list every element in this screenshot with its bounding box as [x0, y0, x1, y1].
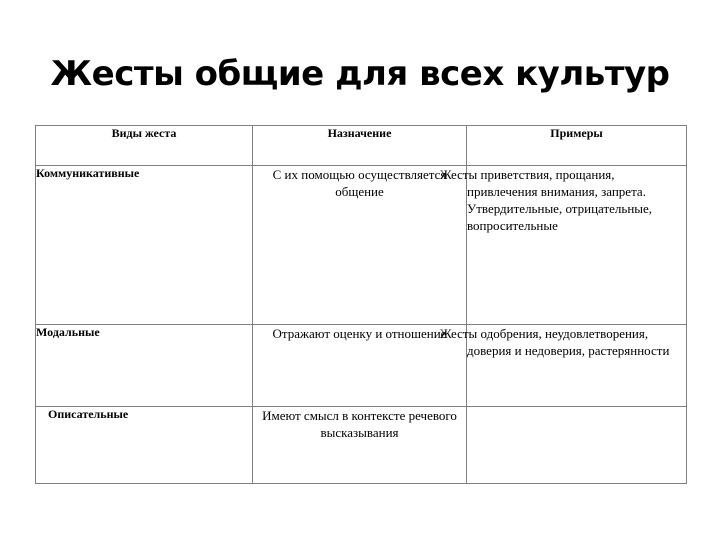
table-header-row	[36, 126, 687, 166]
examples-cell: Жесты приветствия, прощания, привлечения внимания, запрета. Утвердительные, отрицательные, вопросительные	[467, 166, 687, 325]
examples-cell	[467, 407, 687, 484]
table-row	[36, 407, 687, 484]
slide-title: Жесты общие для всех культур	[50, 54, 670, 94]
header-purpose: Назначение	[253, 126, 467, 166]
header-examples: Примеры	[467, 126, 687, 166]
gesture-type-cell: Модальные	[36, 325, 253, 407]
purpose-cell: Отражают оценку и отношение	[253, 325, 467, 407]
table-row	[36, 325, 687, 407]
purpose-cell: Имеют смысл в контексте речевого высказывания	[253, 407, 467, 484]
gesture-type-cell: Описательные	[36, 407, 253, 484]
purpose-cell: С их помощью осуществляется общение	[253, 166, 467, 325]
gesture-type-cell: Коммуникативные	[36, 166, 253, 325]
table-row	[36, 166, 687, 325]
gestures-table	[35, 125, 687, 484]
header-gesture-type: Виды жеста	[36, 126, 253, 166]
examples-cell: Жесты одобрения, неудовлетворения, доверия и недоверия, растерянности	[467, 325, 687, 407]
